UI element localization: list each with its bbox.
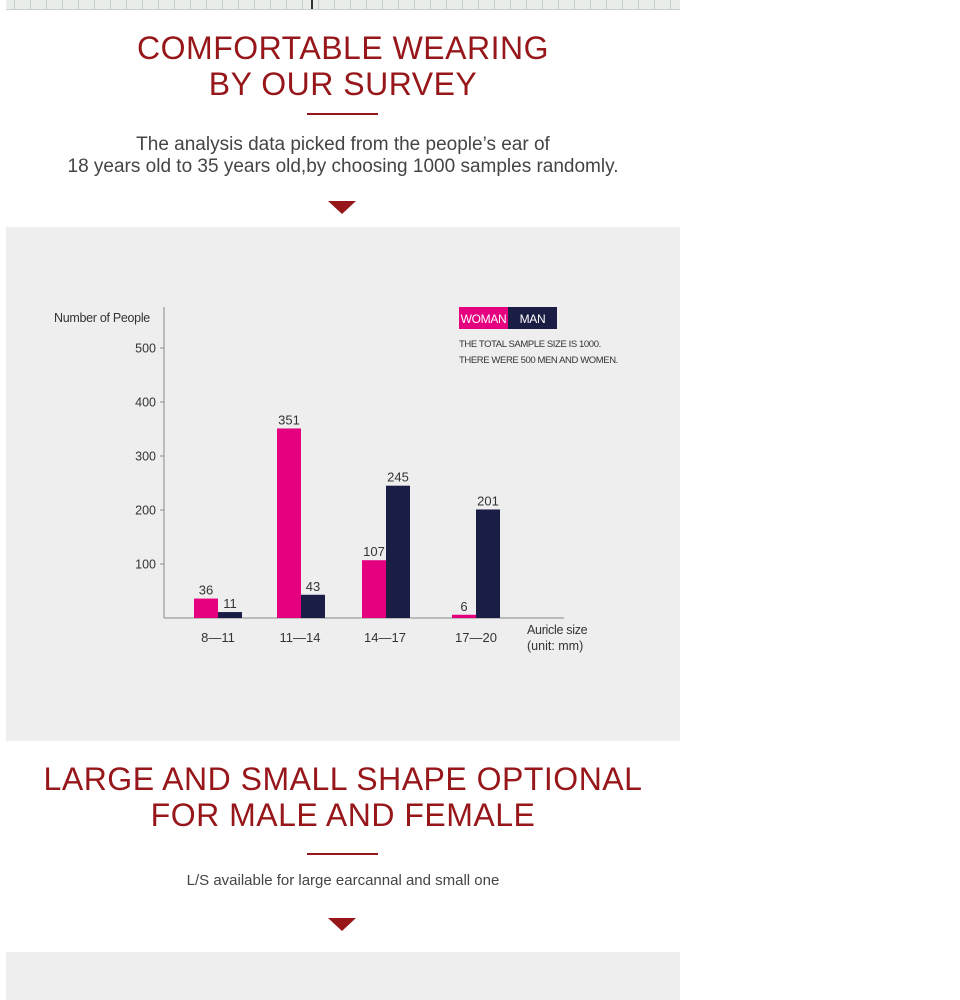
section1-desc-line2: 18 years old to 35 years old,by choosing 1000 samples randomly. [67, 156, 619, 177]
x-tick-label: 14—17 [364, 630, 406, 645]
x-tick-label: 8—11 [201, 630, 235, 645]
bar-woman [277, 428, 301, 618]
down-arrow-icon [328, 201, 356, 214]
strip-tick [382, 0, 383, 9]
strip-tick [446, 0, 447, 9]
strip-tick [142, 0, 143, 9]
data-label: 36 [198, 582, 214, 598]
strip-tick [110, 0, 111, 9]
section1-divider [307, 113, 378, 115]
y-axis-label: Number of People [54, 311, 150, 325]
previous-image-strip [6, 0, 680, 10]
strip-tick [638, 0, 639, 9]
strip-tick [238, 0, 239, 9]
y-tick-label: 400 [135, 395, 156, 410]
y-tick-label: 200 [135, 503, 156, 518]
x-tick-label: 17—20 [455, 630, 497, 645]
strip-tick [254, 0, 255, 9]
chart-note-line1: THE TOTAL SAMPLE SIZE IS 1000. [459, 339, 601, 350]
y-tick-label: 100 [135, 557, 156, 572]
strip-tick [622, 0, 623, 9]
strip-tick [30, 0, 31, 9]
strip-tick [542, 0, 543, 9]
strip-tick [190, 0, 191, 9]
bar-man [301, 595, 325, 618]
strip-tick [222, 0, 223, 9]
strip-tick [430, 0, 431, 9]
chart-note-line2: THERE WERE 500 MEN AND WOMEN. [459, 355, 618, 366]
strip-tick [510, 0, 511, 9]
cable-fragment [311, 0, 313, 9]
strip-tick [174, 0, 175, 9]
strip-tick [526, 0, 527, 9]
data-label: 43 [305, 578, 321, 594]
legend-label-woman: WOMAN [460, 312, 507, 326]
strip-tick [414, 0, 415, 9]
strip-tick [334, 0, 335, 9]
strip-tick [206, 0, 207, 9]
section1-desc-line1: The analysis data picked from the people’s ear of [136, 134, 550, 155]
strip-tick [478, 0, 479, 9]
x-tick-label: 11—14 [279, 630, 321, 645]
strip-tick [494, 0, 495, 9]
section2-divider [307, 853, 378, 855]
product-page-column [6, 0, 680, 1000]
data-label: 351 [278, 412, 300, 428]
strip-tick [366, 0, 367, 9]
strip-tick [14, 0, 15, 9]
bar-man [476, 509, 500, 618]
strip-tick [126, 0, 127, 9]
bar-woman [362, 560, 386, 618]
y-tick-label: 500 [135, 341, 156, 356]
section2-desc: L/S available for large earcannal and small one [186, 872, 500, 889]
strip-tick [270, 0, 271, 9]
section2-title-line1: LARGE AND SMALL SHAPE OPTIONAL [43, 761, 643, 797]
section2-title-line2: FOR MALE AND FEMALE [150, 797, 536, 833]
bar-woman [452, 615, 476, 618]
bar-woman [194, 599, 218, 618]
strip-tick [302, 0, 303, 9]
data-label: 11 [223, 596, 237, 612]
strip-tick [558, 0, 559, 9]
x-axis-label: Auricle size [527, 623, 588, 637]
strip-tick [286, 0, 287, 9]
data-label: 107 [363, 544, 385, 560]
strip-tick [670, 0, 671, 9]
down-arrow-icon [328, 918, 356, 931]
next-panel [6, 952, 680, 1000]
strip-tick [590, 0, 591, 9]
legend-label-man: MAN [519, 312, 546, 326]
bar-chart [6, 227, 680, 741]
strip-tick [654, 0, 655, 9]
y-tick-label: 300 [135, 449, 156, 464]
strip-tick [462, 0, 463, 9]
chart-panel [6, 227, 680, 741]
strip-tick [94, 0, 95, 9]
bar-man [218, 612, 242, 618]
strip-tick [350, 0, 351, 9]
strip-tick [62, 0, 63, 9]
strip-tick [78, 0, 79, 9]
strip-tick [398, 0, 399, 9]
strip-tick [46, 0, 47, 9]
strip-tick [158, 0, 159, 9]
bar-man [386, 486, 410, 618]
data-label: 6 [460, 598, 468, 614]
x-axis-unit-label: (unit: mm) [527, 639, 584, 653]
data-label: 201 [477, 493, 499, 509]
strip-tick [606, 0, 607, 9]
strip-tick [574, 0, 575, 9]
section1-title-line2: BY OUR SURVEY [208, 66, 478, 102]
strip-tick [318, 0, 319, 9]
section1-title-line1: COMFORTABLE WEARING [137, 30, 549, 66]
data-label: 245 [387, 469, 409, 485]
